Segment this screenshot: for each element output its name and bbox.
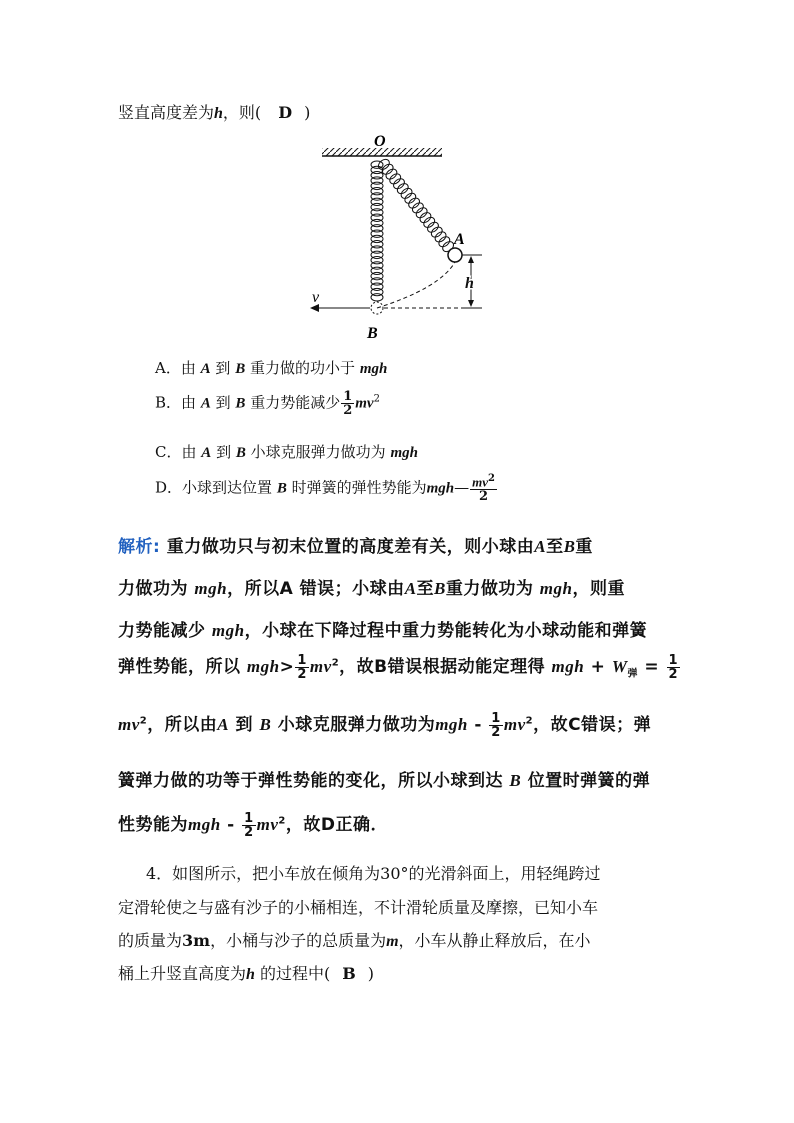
diagonal-spring [377, 157, 456, 253]
spring-pendulum-figure [300, 128, 500, 343]
fraction: $\frac{1}{2}$ [491, 710, 501, 740]
label-O: O [374, 133, 386, 150]
option-D [155, 474, 498, 503]
analysis-line-2: 力做功为 mgh，所以A 错误；小球由A至B重力做功为 mgh，则重 [118, 579, 625, 599]
fraction: $\frac{mv^2}{2}$ [472, 473, 495, 505]
analysis-line-3: 力势能减少 mgh，小球在下降过程中重力势能转化为小球动能和弹簧 [118, 621, 648, 641]
var: B [276, 480, 287, 497]
var: B [235, 361, 246, 377]
var: A [200, 361, 211, 377]
ball-A [448, 248, 462, 262]
answer-letter: D [278, 103, 293, 122]
q4-line-3: 的质量为3m，小桶与沙子的总质量为m，小车从静止释放后，在小 [118, 931, 591, 950]
option-text: 重力势能减少 [250, 393, 341, 412]
option-text: 到 [215, 359, 231, 377]
intro-text: ，则( [222, 103, 262, 122]
option-text: C．由 [155, 443, 197, 461]
trajectory-dashed [377, 262, 455, 308]
option-C [155, 441, 418, 462]
h-arrow-head-up [468, 256, 474, 263]
intro-text: ) [304, 103, 311, 122]
q4-line-2: 定滑轮使之与盛有沙子的小桶相连，不计滑轮质量及摩擦，已知小车 [118, 898, 599, 917]
analysis-line-6: 簧弹力做的功等于弹性势能的变化，所以小球到达 B 位置时弹簧的弹 [118, 771, 651, 791]
var: mgh [426, 480, 455, 497]
intro-text: 竖直高度差为 [118, 103, 215, 122]
fraction: $\frac{1}{2}$ [343, 389, 353, 418]
label-A: A [454, 231, 465, 248]
vertical-spring [371, 161, 383, 301]
var: mgh [390, 445, 418, 461]
option-text: D．小球到达位置 [155, 478, 273, 497]
q4-line-1: 4．如图所示，把小车放在倾角为30°的光滑斜面上，用轻绳跨过 [146, 864, 601, 883]
option-text: A．由 [155, 359, 196, 377]
h-arrow-head-down [468, 300, 474, 307]
option-text: 重力做的功小于 [250, 359, 356, 377]
intro-line [118, 100, 310, 123]
analysis-line-5: $mv^2$，所以由A 到 B 小球克服弹力做功为mgh - $\frac{1}{2}$ $mv^2$，故C错误；弹 [118, 710, 652, 740]
option-text: 时弹簧的弹性势能为 [291, 478, 427, 497]
label-v: v [312, 289, 320, 306]
var: mv [355, 395, 374, 412]
minus-sign: — [454, 478, 470, 497]
fraction: $\frac{1}{2}$ [297, 652, 307, 682]
answer-letter: B [342, 964, 356, 983]
label-B: B [367, 325, 378, 342]
analysis-label: 解析: [118, 537, 161, 557]
option-text: 到 [216, 443, 232, 461]
option-B [155, 390, 380, 417]
option-A [155, 357, 387, 378]
option-text: 到 [215, 393, 231, 412]
analysis-line-1: 解析: 重力做功只与初末位置的高度差有关，则小球由A至B重 [118, 537, 593, 557]
var-h: h [214, 105, 223, 122]
var: B [235, 395, 246, 412]
exponent: 2 [373, 393, 380, 405]
q4-line-4: 桶上升竖直高度为h 的过程中( B ) [118, 964, 375, 983]
var: B [235, 445, 246, 461]
var: mgh [359, 361, 388, 377]
fraction: $\frac{1}{2}$ [668, 652, 679, 682]
option-text: 小球克服弹力做功为 [250, 443, 386, 461]
var: A [200, 395, 211, 412]
analysis-line-4: 弹性势能，所以 mgh> $\frac{1}{2}$ $mv^2$，故B错误根据动能定理得 mgh + $W_弹$ = $\frac{1}{2}$ [118, 652, 679, 682]
spring-coil [371, 294, 383, 301]
label-h: h [465, 275, 474, 292]
analysis-line-7: 性势能为mgh - $\frac{1}{2}$ $mv^2$，故D正确． [118, 810, 389, 840]
fraction: $\frac{1}{2}$ [244, 810, 254, 840]
option-text: B．由 [155, 393, 197, 412]
var: A [201, 445, 212, 461]
